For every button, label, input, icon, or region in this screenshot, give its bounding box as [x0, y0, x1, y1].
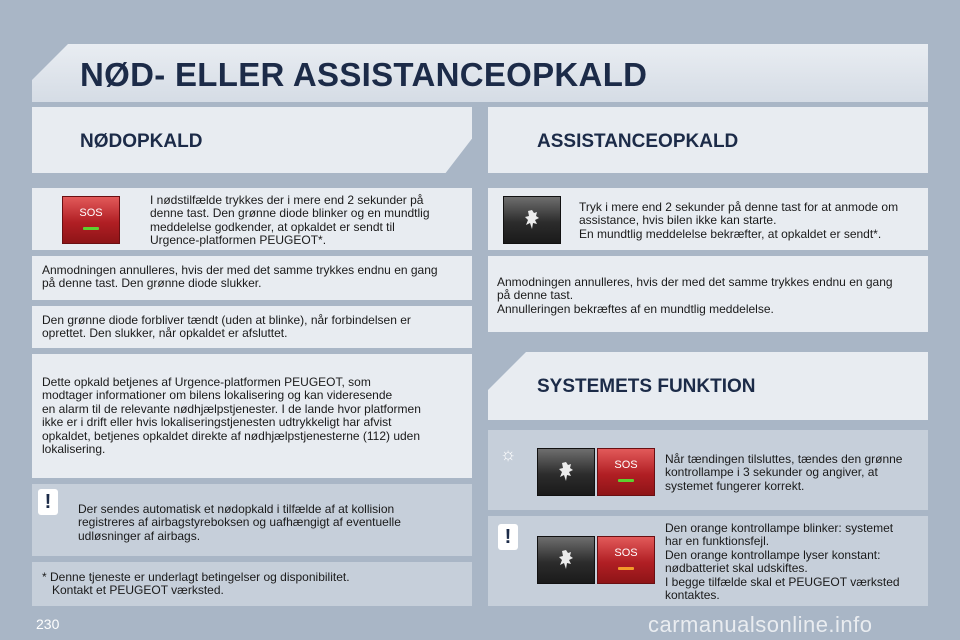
emergency-press-text: [150, 194, 465, 248]
text-line: Der sendes automatisk et nødopkald i tilfælde af at kollision: [78, 502, 395, 516]
footnote-text: [42, 571, 467, 598]
sos-button-label: SOS: [614, 458, 638, 471]
text-line: assistance, hvis bilen ikke kan starte.: [579, 213, 777, 228]
text-line: meddelelse godkender, at opkaldet er sendt til: [150, 219, 395, 234]
text-line: en alarm til de relevante nødhjælpstjenester. I de lande hvor platformen: [42, 401, 421, 416]
platform-text: [42, 376, 467, 456]
text-line: ikke er i drift eller hvis lokaliseringstjenesten udtrykkeligt har afvist: [42, 415, 392, 430]
assistance-button-fault: [537, 536, 595, 584]
text-line: har en funktionsfejl.: [665, 534, 770, 549]
green-led-indicator: [618, 479, 634, 482]
sos-button-label: SOS: [79, 206, 103, 219]
text-line: Urgence-platformen PEUGEOT*.: [150, 233, 327, 248]
text-line: på denne tast. Den grønne diode slukker.: [42, 276, 262, 291]
text-line: * Denne tjeneste er underlagt betingelser og disponibilitet.: [42, 570, 350, 584]
sos-button-status-green: [597, 448, 655, 496]
led-text: [42, 314, 467, 341]
text-line: I begge tilfælde skal et PEUGEOT værksted: [665, 574, 900, 589]
text-line: opkaldet, betjenes opkaldet direkte af nødhjælpstjenesterne (112) uden: [42, 428, 421, 443]
sun-icon: ☼: [499, 443, 517, 464]
orange-led-indicator: [618, 567, 634, 570]
ignition-text: [665, 453, 925, 493]
text-line: oprettet. Den slukker, når opkaldet er afsluttet.: [42, 326, 288, 341]
text-line: systemet fungerer korrekt.: [665, 478, 805, 493]
peugeot-lion-icon: [557, 461, 575, 483]
text-line: denne tast. Den grønne diode blinker og en mundtlig: [150, 206, 430, 221]
automatic-call-text: [78, 503, 463, 543]
text-line: Den orange kontrollampe blinker: systemet: [665, 521, 894, 535]
green-led-indicator: [83, 227, 99, 230]
text-line: kontaktes.: [665, 588, 720, 603]
text-line: udløsninger af airbags.: [78, 528, 201, 543]
text-line: En mundtlig meddelelse bekræfter, at opkaldet er sendt*.: [579, 226, 882, 241]
fault-text: [665, 522, 925, 602]
text-line: modtager informationer om bilens lokalisering og kan videresende: [42, 388, 393, 403]
watermark: carmanualsonline.info: [648, 612, 873, 637]
text-line: lokalisering.: [42, 442, 106, 457]
text-line: nødbatteriet skal udskiftes.: [665, 561, 808, 576]
section-title-assistance: ASSISTANCEOPKALD: [537, 131, 739, 152]
exclamation-icon: !: [498, 524, 518, 550]
text-line: Kontakt et PEUGEOT værksted.: [52, 583, 224, 598]
text-line: Den grønne diode forbliver tændt (uden at blinke), når forbindelsen er: [42, 313, 411, 327]
text-line: Annulleringen bekræftes af en mundtlig meddelelse.: [497, 301, 774, 316]
peugeot-lion-icon: [523, 209, 541, 231]
text-line: Dette opkald betjenes af Urgence-platformen PEUGEOT, som: [42, 375, 371, 389]
sos-button-label: SOS: [614, 546, 638, 559]
assistance-cancel-text: [497, 276, 922, 316]
text-line: registreres af airbagstyreboksen og uafhængigt af eventuelle: [78, 515, 401, 530]
exclamation-icon: !: [38, 489, 58, 515]
cancel-text: [42, 264, 467, 291]
page-number: 230: [36, 616, 60, 632]
assistance-button: [503, 196, 561, 244]
assistance-button-status: [537, 448, 595, 496]
text-line: Tryk i mere end 2 sekunder på denne tast for at anmode om: [579, 200, 899, 214]
text-line: Anmodningen annulleres, hvis der med det samme trykkes endnu en gang: [497, 275, 893, 289]
text-line: Den orange kontrollampe lyser konstant:: [665, 547, 881, 562]
text-line: kontrollampe i 3 sekunder og angiver, at: [665, 465, 878, 480]
section-title-system: SYSTEMETS FUNKTION: [537, 376, 756, 397]
sos-button-status-orange: [597, 536, 655, 584]
text-line: på denne tast.: [497, 288, 574, 303]
assistance-press-text: [579, 201, 924, 241]
page-title: NØD- ELLER ASSISTANCEOPKALD: [80, 56, 648, 93]
sos-button: [62, 196, 120, 244]
text-line: Anmodningen annulleres, hvis der med det samme trykkes endnu en gang: [42, 263, 438, 277]
text-line: Når tændingen tilsluttes, tændes den grønne: [665, 452, 903, 466]
section-title-emergency: NØDOPKALD: [80, 131, 203, 152]
peugeot-lion-icon: [557, 549, 575, 571]
text-line: I nødstilfælde trykkes der i mere end 2 sekunder på: [150, 193, 424, 207]
